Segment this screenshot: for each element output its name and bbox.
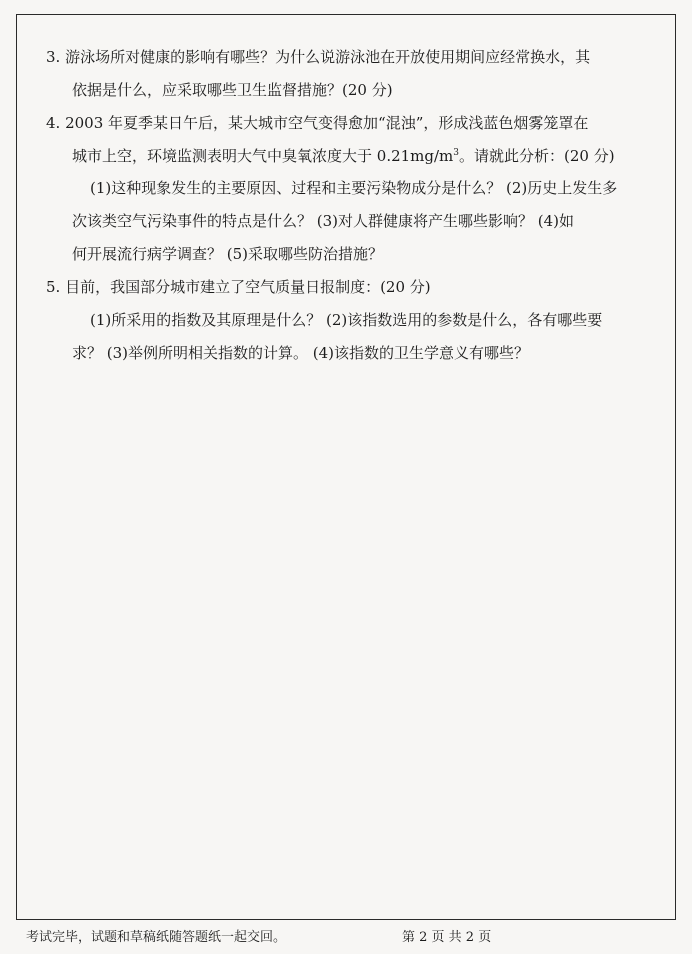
question-4-line-2-text: 城市上空，环境监测表明大气中臭氧浓度大于 0.21mg/m (72, 147, 454, 165)
question-4-line-2 (72, 140, 684, 173)
question-5-sub-line-1: (1)所采用的指数及其原理是什么？ (2)该指数选用的参数是什么，各有哪些要 (90, 311, 603, 329)
question-3-line-2: 依据是什么，应采取哪些卫生监督措施？(20 分) (72, 81, 393, 99)
question-4-sub-line-2: 次该类空气污染事件的特点是什么？ (3)对人群健康将产生哪些影响？ (4)如 (72, 212, 575, 230)
question-4-sub-line-3: 何开展流行病学调查？ (5)采取哪些防治措施？ (72, 245, 384, 263)
footer-notice: 考试完毕，试题和草稿纸随答题纸一起交回。 (26, 930, 287, 945)
question-4-line-1: 4. 2003 年夏季某日午后，某大城市空气变得愈加“混浊”，形成浅蓝色烟雾笼罩在 (46, 114, 589, 132)
question-5-sub-line-2: 求？ (3)举例所明相关指数的计算。 (4)该指数的卫生学意义有哪些？ (72, 344, 530, 362)
question-5-line-1: 5. 目前，我国部分城市建立了空气质量日报制度：(20 分) (46, 278, 431, 296)
cubic-superscript: 3 (453, 148, 460, 158)
question-4-sub-line-1: (1)这种现象发生的主要原因、过程和主要污染物成分是什么？ (2)历史上发生多 (90, 179, 618, 197)
question-3-line-1: 3. 游泳场所对健康的影响有哪些？为什么说游泳池在开放使用期间应经常换水，其 (46, 48, 591, 66)
question-4-line-2-tail: 。请就此分析：(20 分) (459, 147, 615, 165)
page-number: 第 2 页 共 2 页 (402, 930, 492, 945)
